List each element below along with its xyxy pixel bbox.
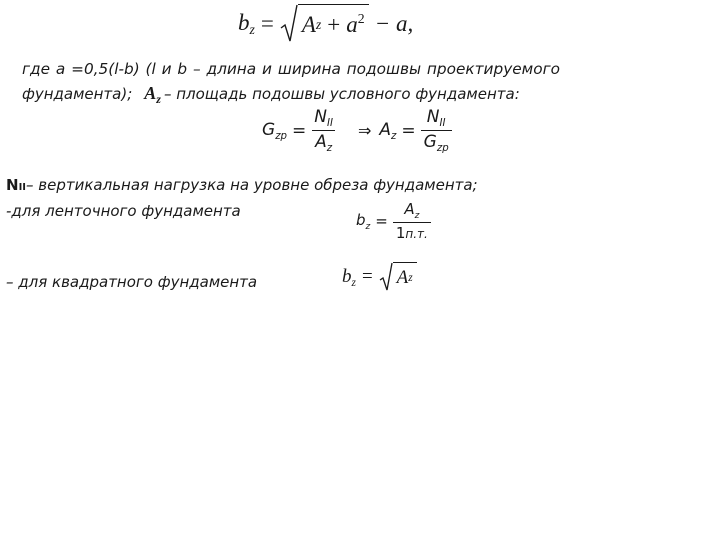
radical-sign-small (379, 262, 393, 292)
radical-sign (280, 4, 298, 44)
square-foundation-label: – для квадратного фундамента (6, 273, 258, 291)
minus-a: − a, (374, 11, 414, 36)
paragraph-line-1: где а =0,5(l-b) (l и b – длина и ширина подошвы проектируемого (22, 60, 560, 78)
square-formula: $b_z$ = A z (342, 262, 417, 292)
n-definition: NII – вертикальная нагрузка на уровне обреза фундамента; (6, 176, 478, 194)
az-fraction: $\frac{N_{II}}{G_{zp}}$ (421, 107, 452, 154)
gzp-fraction: $\frac{N_{II}}{A_z}$ (311, 107, 336, 154)
strip-fraction: $\frac{A_z}{1п.т.}$ (393, 200, 431, 242)
az-symbol: $A_z$ (144, 83, 161, 106)
gzp-formula: $G_{zp}$ = $\frac{N_{II}}{A_z}$ ⇒ $A_z$ = $\frac{N_{II}}{G_{zp}}$ (262, 107, 452, 154)
strip-foundation-label: -для ленточного фундамента (6, 202, 241, 220)
implies-arrow: ⇒ (358, 121, 372, 140)
paragraph-line-2: фундамента); $A_z$ – площадь подошвы условного фундамента: (22, 83, 520, 106)
bz-symbol: $b_z$ (238, 10, 255, 37)
main-formula (238, 4, 413, 44)
equals-sign: = (260, 11, 274, 36)
sqrt-expression: A z + a $^2$ (280, 4, 369, 44)
strip-formula: $b_z$ = $\frac{A_z}{1п.т.}$ (356, 200, 431, 242)
sqrt-az: A z (379, 262, 417, 292)
